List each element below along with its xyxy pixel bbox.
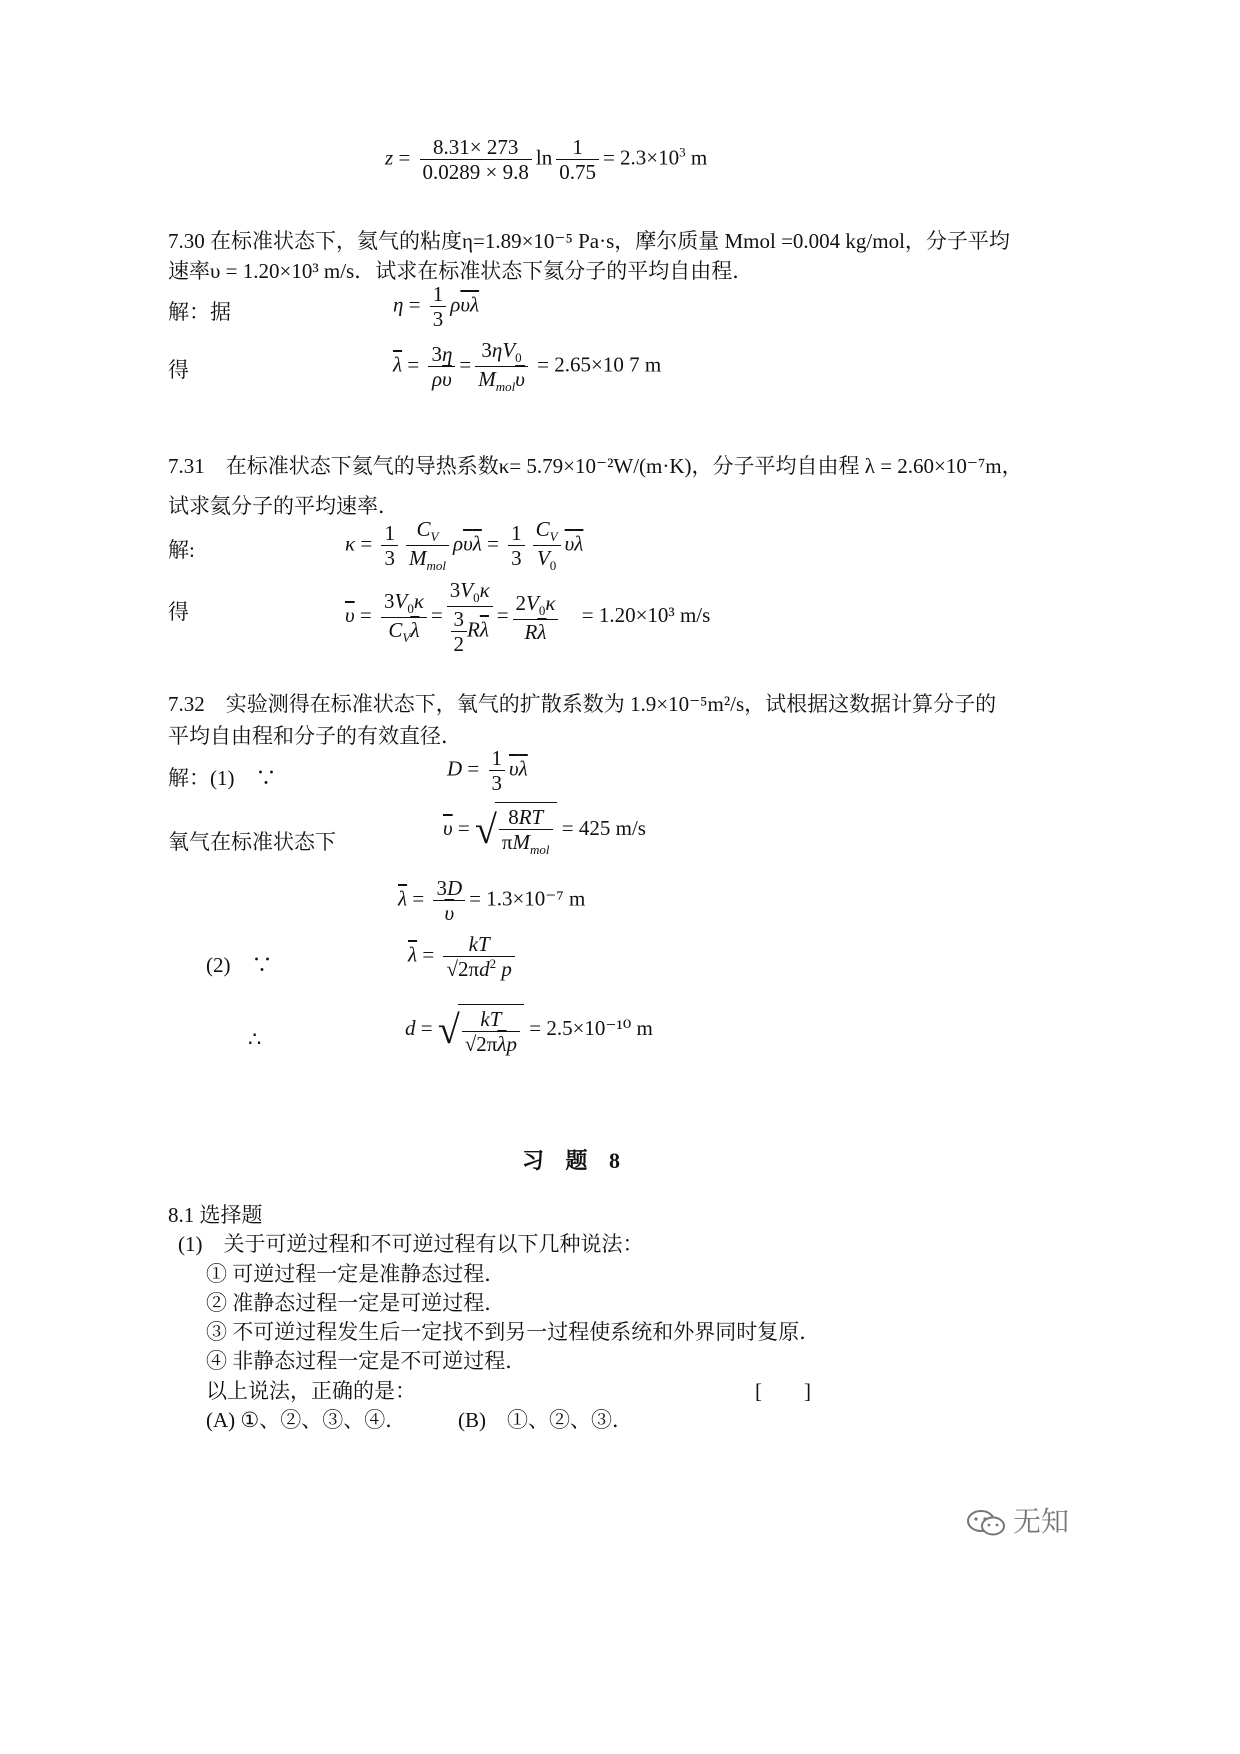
option-b: (B) ①、②、③． bbox=[458, 1408, 633, 1432]
solution-label: 解：据 bbox=[168, 300, 231, 324]
question-1: (1) 关于可逆过程和不可逆过程有以下几种说法： bbox=[178, 1232, 644, 1256]
solution-label: 解: bbox=[168, 538, 195, 562]
result-label: 得 bbox=[168, 358, 189, 382]
therefore-symbol: ∴ bbox=[248, 1027, 262, 1051]
result-lambda-7-32: = 1.3×10⁻⁷ m bbox=[469, 886, 586, 911]
equation-D: D = $\frac{1}{3}$ $\overline{\upsilon}\overline{\lambda}$ bbox=[447, 746, 528, 796]
problem-7-31-line1: 7.31 在标准状态下氦气的导热系数κ= 5.79×10⁻²W/(m·K)，分子平均自由程 λ = 2.60×10⁻⁷m， bbox=[168, 454, 1023, 478]
problem-7-30-line2: 速率υ = 1.20×10³ m/s．试求在标准状态下氦分子的平均自由程． bbox=[168, 259, 754, 283]
equation-v-oxygen: $\overline{\upsilon}$ = √ $\frac{8RT}{\pi M_{mol}}$ = 425 m/s bbox=[443, 802, 646, 858]
statement-4: ④ 非静态过程一定是不可逆过程． bbox=[206, 1349, 527, 1373]
watermark bbox=[965, 1500, 1069, 1540]
option-a: (A) ①、②、③、④． bbox=[206, 1408, 407, 1432]
statement-1: ① 可逆过程一定是准静态过程． bbox=[206, 1262, 506, 1286]
problem-7-32-line1: 7.32 实验测得在标准状态下，氧气的扩散系数为 1.9×10⁻⁵m²/s，试根据这数据计算分子的 bbox=[168, 692, 997, 716]
equation-lambda-7-30: $\overline{\lambda}$ = $\frac{3\eta}{\rho\overline{\upsilon}}$ = $\frac{3\eta V_0}{M_{mol}\overline{\upsilon}}$ = 2.65×10 7 m bbox=[393, 338, 662, 395]
equation-lambda-7-32: $\overline{\lambda}$ = $\frac{3D}{\upsilon}$ = 1.3×10⁻⁷ m bbox=[398, 876, 586, 926]
answer-bracket: [ ] bbox=[755, 1379, 811, 1403]
problem-7-32-line2: 平均自由程和分子的有效直径． bbox=[168, 724, 462, 748]
answer-prompt: 以上说法，正确的是： bbox=[206, 1379, 416, 1403]
equation-d: d = √ $\frac{kT}{√2\pi\overline{\lambda}p}$ = 2.5×10⁻¹⁰ m bbox=[405, 1004, 653, 1056]
equation-lambda-kT: $\overline{\lambda}$ = $\frac{kT}{√2\pi d^2 p}$ bbox=[408, 932, 519, 981]
watermark-text: 无知 bbox=[1013, 1505, 1070, 1538]
section-title: 习 题 8 bbox=[522, 1148, 629, 1173]
equation-kappa: κ = $\frac{1}{3}$ $\frac{C_V}{M_{mol}}$ $\rho\overline{\upsilon}\overline{\lambda}$ = $\frac{1}{3}$ $\frac{C_V}{V_0}$ $\overline{\upsilon}\overline{\lambda}$ bbox=[345, 517, 584, 574]
part-2-label: (2) ∵ bbox=[206, 953, 273, 977]
result-v-oxygen: = 425 m/s bbox=[561, 815, 646, 840]
result-d: = 2.5×10⁻¹⁰ m bbox=[529, 1015, 653, 1040]
result-7-31: = 1.20×10³ m/s bbox=[581, 603, 711, 628]
statement-3: ③ 不可逆过程发生后一定找不到另一过程使系统和外界同时复原． bbox=[206, 1320, 821, 1344]
statement-2: ② 准静态过程一定是可逆过程． bbox=[206, 1291, 506, 1315]
problem-8-1-heading: 8.1 选择题 bbox=[168, 1203, 263, 1227]
equation-eta: η = $\frac{1}{3}$ $\rho\overline{\upsilon}\overline{\lambda}$ bbox=[393, 282, 480, 332]
problem-7-30-line1: 7.30 在标准状态下，氦气的粘度η=1.89×10⁻⁵ Pa·s，摩尔质量 Mmol =0.004 kg/mol，分子平均 bbox=[168, 229, 1010, 253]
wechat-icon bbox=[965, 1508, 1007, 1538]
result-label: 得 bbox=[168, 600, 189, 624]
problem-7-31-line2: 试求氦分子的平均速率． bbox=[168, 494, 399, 518]
equation-v-7-31: $\overline{\upsilon}$ = $\frac{3V_0\kappa}{C_V\overline{\lambda}}$ = $3V_0\kappa$ $\frac{3}{2}$ $R\overline{\lambda}$ = $\frac{2V_0\kappa}{R\overline{\lambda}}$ = 1.20×10³ m/s bbox=[345, 578, 711, 657]
equation-z: z = $\frac{8.31\times 273}{0.0289 \times 9.8}$ ln $\frac{1}{0.75}$ = $2.3\times 10^3$ m bbox=[385, 135, 708, 185]
result-7-30: = 2.65×10 7 m bbox=[537, 352, 662, 377]
oxygen-label: 氧气在标准状态下 bbox=[168, 830, 336, 854]
solution-label: 解：(1) ∵ bbox=[168, 766, 277, 790]
